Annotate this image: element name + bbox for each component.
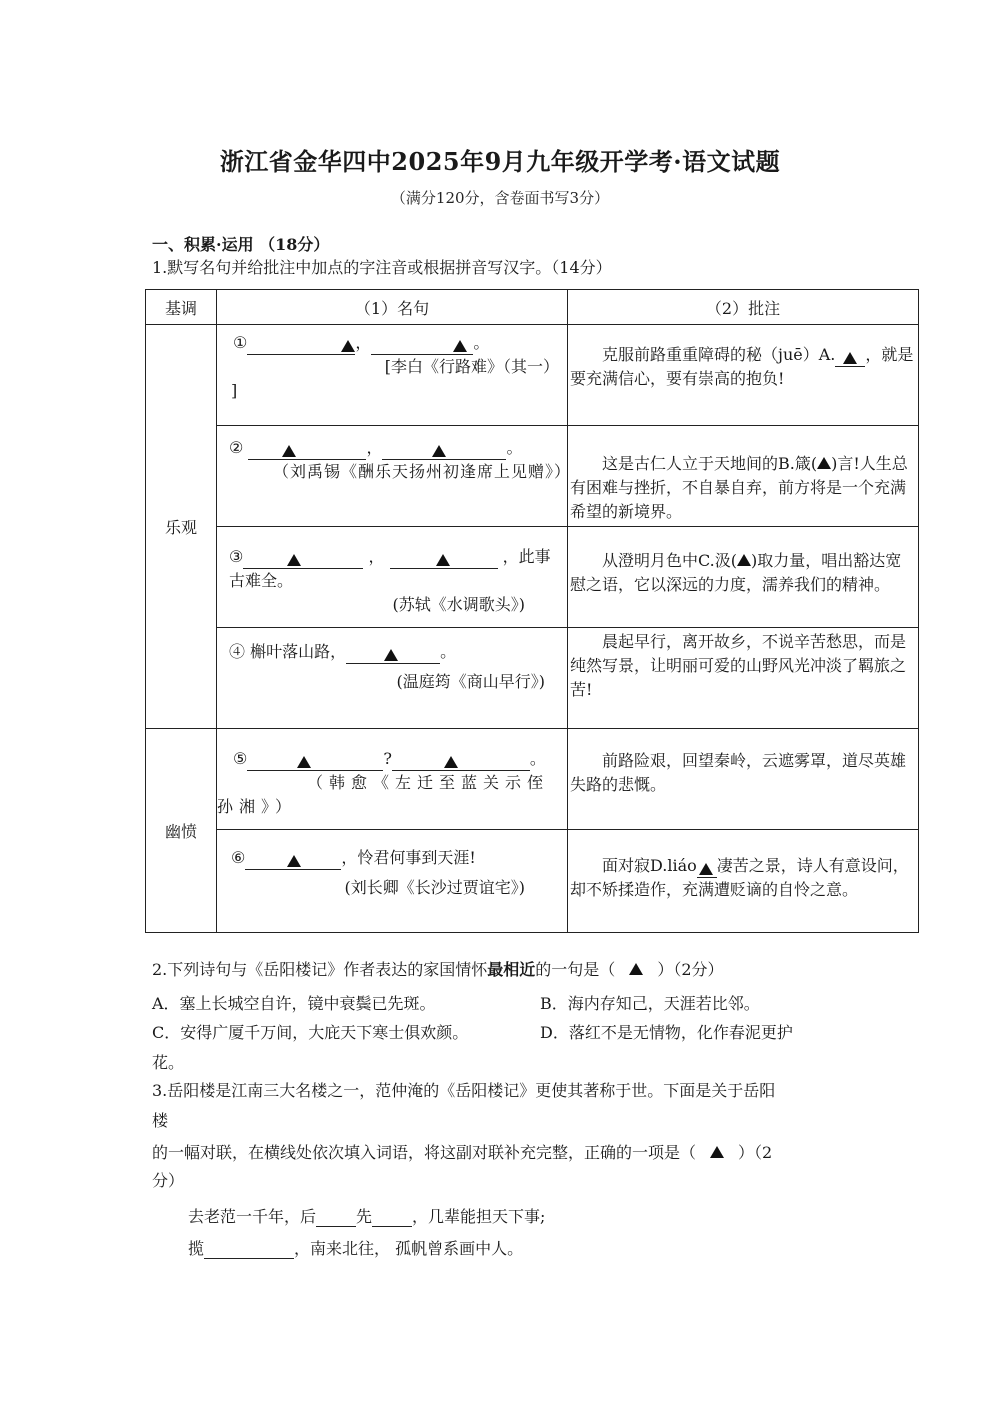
- answer-blank[interactable]: [346, 645, 440, 664]
- question-2-stem: [152, 955, 724, 985]
- note-cell: [568, 729, 919, 830]
- quote-text: ，怜君何事到天涯!: [341, 848, 476, 867]
- question-3-line: 3.岳阳楼是江南三大名楼之一，范仲淹的《岳阳楼记》更使其著称于世。下面是关于岳阳: [152, 1081, 776, 1100]
- quote-source: (温庭筠《商山早行》): [396, 672, 545, 691]
- option-d[interactable]: D．落红不是无情物，化作春泥更护: [540, 1023, 793, 1042]
- punct: 。: [529, 749, 546, 768]
- table-header-row: [146, 290, 919, 325]
- quote-cell: [217, 729, 568, 830]
- note-cell: [568, 325, 919, 426]
- couplet-text: ，几辈能担天下事;: [412, 1207, 546, 1226]
- answer-blank[interactable]: [204, 1242, 294, 1259]
- triangle-icon: [282, 445, 296, 457]
- question-3-line: [152, 1138, 772, 1168]
- punct: ，: [368, 547, 385, 566]
- note-text: )取力量，唱出豁达宽慰之语，它以深远的力度，濡养我们的精神。: [570, 551, 902, 594]
- header-quote: （1）名句: [217, 290, 568, 325]
- triangle-icon: [817, 457, 831, 469]
- couplet-text: 先: [356, 1207, 373, 1226]
- answer-blank[interactable]: [248, 441, 366, 460]
- note-text: 克服前路重重障碍的秘（juē）A.: [602, 345, 836, 364]
- tone-optimistic: 乐观: [146, 325, 217, 729]
- note-text: ，就是要充满信心，要有崇高的抱负!: [570, 345, 914, 388]
- answer-table: [145, 289, 919, 933]
- page-title: 浙江省金华四中2025年9月九年级开学考·语文试题: [219, 147, 781, 176]
- option-d-continued: 花。: [152, 1053, 185, 1072]
- triangle-icon: [341, 340, 355, 352]
- triangle-icon: [432, 445, 446, 457]
- couplet-text: ，南来北往， 孤帆曾系画中人。: [294, 1239, 524, 1258]
- item-number: ③: [229, 547, 244, 566]
- answer-blank[interactable]: [371, 336, 473, 355]
- q3-text: 的一幅对联，在横线处依次填入词语，将这副对联补充完整，正确的一项是（: [152, 1143, 697, 1162]
- triangle-icon: [737, 554, 751, 566]
- triangle-icon: [629, 963, 643, 975]
- table-row: [146, 830, 919, 933]
- header-tone: 基调: [146, 290, 217, 325]
- quote-cell: [217, 830, 568, 933]
- answer-blank[interactable]: [245, 851, 341, 870]
- question-3-line: 分）: [152, 1171, 185, 1190]
- quote-cell: [217, 426, 572, 527]
- table-row: [146, 729, 919, 830]
- punct: ?: [383, 749, 392, 768]
- note-cell: [568, 628, 919, 729]
- quote-source-end: ]: [231, 381, 238, 400]
- answer-blank[interactable]: [392, 752, 530, 771]
- note-cell: [568, 426, 919, 527]
- answer-blank[interactable]: [247, 752, 383, 771]
- quote-source: （刘禹锡《酬乐天扬州初逢席上见赠》）: [273, 462, 572, 481]
- tone-indignant: 幽愤: [146, 729, 217, 933]
- table-row: [146, 426, 919, 527]
- note-text: 从澄明月色中C.汲(: [602, 551, 738, 570]
- question-1-intro: 1.默写名句并给批注中加点的字注音或根据拼音写汉字。（14分）: [152, 258, 612, 277]
- couplet-text: 揽: [188, 1239, 205, 1258]
- page-subtitle: （满分120分，含卷面书写3分）: [390, 189, 610, 207]
- answer-blank[interactable]: [382, 441, 506, 460]
- quote-cell: [217, 325, 568, 426]
- item-number: ⑥: [231, 848, 246, 867]
- q3-text: ）（2: [738, 1143, 773, 1162]
- table-row: [146, 527, 919, 628]
- quote-source: (苏轼《水调歌头》): [392, 595, 525, 614]
- table-row: [146, 628, 919, 729]
- q2-text: 的一句是（: [535, 960, 616, 979]
- couplet-line-1: [188, 1204, 545, 1227]
- note-text: )言!人生总有困难与挫折，不自暴自弃，前方将是一个充满希望的新境界。: [570, 454, 908, 521]
- quote-source: （韩愈《左迁至蓝关示侄孙湘》）: [217, 773, 550, 816]
- note-cell: [568, 830, 919, 933]
- section-heading: 一、积累·运用 （18分）: [152, 235, 330, 254]
- answer-blank[interactable]: [697, 861, 717, 878]
- quote-text: 槲叶落山路，: [250, 642, 347, 661]
- q2-emphasis: 最相近: [487, 960, 536, 979]
- triangle-icon: [436, 554, 450, 566]
- punct: 。: [473, 333, 490, 352]
- punct: ，: [366, 438, 383, 457]
- option-a[interactable]: A．塞上长城空自许，镜中衰鬓已先斑。: [152, 994, 436, 1013]
- triangle-icon: [710, 1146, 724, 1158]
- item-number: ④: [229, 642, 246, 661]
- answer-blank[interactable]: [835, 350, 865, 367]
- q2-text: ）（2分）: [657, 960, 724, 979]
- note-text: 前路险艰，回望秦岭，云遮雾罩，道尽英雄失路的悲慨。: [570, 751, 907, 794]
- triangle-icon: [287, 855, 301, 867]
- triangle-icon: [287, 554, 301, 566]
- quote-source: [李白《行路难》（其一）: [384, 357, 559, 376]
- punct: ，此事古难全。: [229, 547, 551, 590]
- note-text: 面对寂D.liáo: [602, 856, 697, 875]
- note-text: 凄苦之景，诗人有意设问，却不矫揉造作，充满遭贬谪的自怜之意。: [570, 856, 909, 899]
- item-number: ①: [233, 333, 248, 352]
- triangle-icon: [297, 756, 311, 768]
- header-note: （2）批注: [568, 290, 919, 325]
- option-c[interactable]: C．安得广厦千万间，大庇天下寒士俱欢颜。: [152, 1023, 469, 1042]
- couplet-line-2: [188, 1236, 523, 1259]
- item-number: ②: [229, 438, 244, 457]
- triangle-icon: [444, 756, 458, 768]
- couplet-text: 去老范一千年，后: [188, 1207, 317, 1226]
- note-text: 这是古仁人立于天地间的B.箴(: [602, 454, 818, 473]
- table-row: [146, 325, 919, 426]
- note-cell: [568, 527, 919, 628]
- quote-cell: [217, 527, 568, 628]
- question-3-line: 楼: [152, 1111, 169, 1130]
- triangle-icon: [699, 863, 713, 875]
- q2-text: 2.下列诗句与《岳阳楼记》作者表达的家国情怀: [152, 960, 488, 979]
- punct: 。: [506, 438, 523, 457]
- answer-blank[interactable]: [390, 550, 498, 569]
- punct: 。: [440, 642, 457, 661]
- punct: ，: [355, 333, 372, 352]
- triangle-icon: [384, 649, 398, 661]
- quote-cell: [217, 628, 568, 729]
- triangle-icon: [843, 352, 857, 364]
- option-b[interactable]: B．海内存知己，天涯若比邻。: [540, 994, 760, 1013]
- answer-blank[interactable]: [247, 336, 355, 355]
- triangle-icon: [453, 340, 467, 352]
- quote-source: (刘长卿《长沙过贾谊宅》): [344, 878, 525, 897]
- item-number: ⑤: [233, 749, 248, 768]
- answer-blank[interactable]: [243, 550, 363, 569]
- answer-blank[interactable]: [372, 1210, 412, 1227]
- answer-blank[interactable]: [316, 1210, 356, 1227]
- note-text: 晨起早行，离开故乡，不说辛苦愁思，而是纯然写景，让明丽可爱的山野风光冲淡了羁旅之苦!: [570, 632, 907, 699]
